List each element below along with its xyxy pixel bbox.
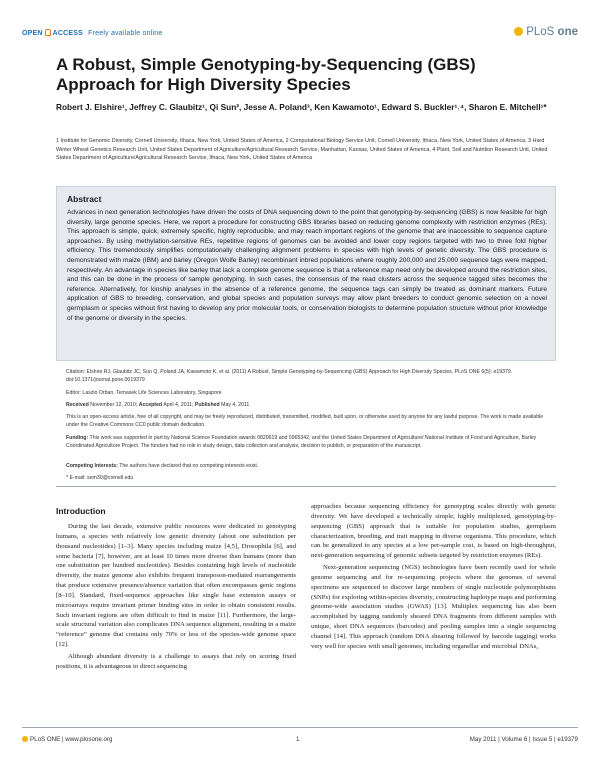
intro-left-column — [56, 522, 296, 674]
meta-divider — [56, 486, 556, 487]
license-text: This is an open-access article, free of all copyright, and may be freely reproduced, distributed, transmitted, modified, built upon, or otherwise used by anyone for any lawful purpose. The work is made available under the Creative Commons CC0 public domain dedication. — [66, 414, 544, 428]
contact-email: * E-mail: sem30@cornell.edu — [66, 475, 134, 481]
competing-interests — [66, 463, 556, 471]
footer-journal-text: PLoS ONE | www.plosone.org — [30, 736, 113, 743]
competing-text: The authors have declared that no competing interests exist. — [119, 463, 259, 469]
footer-journal — [22, 736, 112, 743]
published-label: Published — [194, 402, 220, 408]
open-access-badge — [22, 29, 162, 37]
footer-issue: May 2011 | Volume 6 | Issue 5 | e19379 — [469, 736, 578, 743]
abstract-text: Advances in next generation technologies have driven the costs of DNA sequencing down to the point that genotyping-by-sequencing (GBS) is now feasible for high diversity, large genome species. Here, we report a procedure for constructing GBS libraries based on reducing genome complexity with restriction enzymes (REs). This approach is simple, quick, extremely specific, highly reproducible, and may reach important regions of the genome that are inaccessible to sequence capture approaches. By using methylation-sensitive REs, repetitive regions of genomes can be avoided and lower copy regions targeted with two to three fold higher efficiency. This tremendously simplifies computationally challenging alignment problems in species with high levels of genetic diversity. The GBS procedure is demonstrated with maize (IBM) and barley (Oregon Wolfe Barley) recombinant inbred populations where roughly 200,000 and 25,000 sequence tags were mapped, respectively. An advantage in species like barley that lack a complete genome sequence is that a reference map need only be developed around the restriction sites, and this can be done in the process of sample genotyping. In such cases, the consensus of the read clusters across the sequence tagged sites becomes the reference. Alternatively, for kinship analyses in the absence of a reference genome, the sequence tags can simply be treated as dominant markers. Future application of GBS to breeding, conservation, and global species and population surveys may allow plant breeders to conduct genomic selection on a novel germplasm or species without first having to develop any prior molecular tools, or conservation biologists to determine population structure without prior knowledge of the genome or diversity in the species. — [67, 209, 547, 322]
intro-paragraph: During the last decade, extensive public resources were dedicated to genotyping humans, a species with relatively low genetic diversity (about one substitution per thousand nucleotides) [1–3]. Many species including maize [4,5], Drosophila [6], and some bacteria [7], however, are at least 10 times more diverse than humans (more than one substitution per hundred nucleotides). Besides containing high levels of nucleotide diversity, the maize genome also exhibits frequent transposon-mediated rearrangements that produce extensive presence/absence variation that often encompasses genic regions [8–10]. Standard, fixed-sequence approaches like single base extension assays or microarrays require invariant primer binding sites in order to obtain consistent results. Such invariant regions are often difficult to find in maize [11]. Furthermore, the large-scale structural variation also complicates DNA sequence alignment, resulting in a maize “reference” genome that contains only 70% or less of the species-wide genome space [12]. — [56, 523, 296, 649]
journal-one: one — [557, 26, 578, 38]
plos-logo-icon — [514, 27, 523, 36]
received-label: Received — [66, 402, 89, 408]
funding-text: This work was supported in part by National Science Foundation awards 0820619 and 0965342, and the United States Department of Agriculture/ National Institute of Food and Agriculture, Barley Coordinated Agriculture Project. The funders had no role in study design, data collection and analysis, decision to publish, or preparation of the manuscript. — [66, 435, 537, 449]
article-title: A Robust, Simple Genotyping-by-Sequencing (GBS) Approach for High Diversity Species — [56, 55, 476, 94]
competing-label: Competing Interests: — [66, 463, 118, 469]
introduction-heading: Introduction — [56, 506, 106, 516]
published-date: May 4, 2011 — [221, 402, 250, 408]
freely-available-text: Freely available online — [88, 30, 163, 37]
open-word: OPEN — [22, 30, 43, 37]
editor: Editor: Laszlo Orban, Temasek Life Sciences Laboratory, Singapore — [66, 390, 222, 396]
funding-label: Funding: — [66, 435, 89, 441]
page-number: 1 — [296, 736, 300, 743]
intro-paragraph: Next-generation sequencing (NGS) technologies have been recently used for whole genome sequencing and for re-sequencing projects where the genomes of several specimens are sequenced to discover large numbers of single nucleotide polymorphisms (SNPs) for exploring within-species diversity, constructing haplotype maps and performing genome-wide association studies (GWAS) [13]. Multiplex sequencing has also been accomplished by tagging randomly sheared DNA fragments from different samples with unique, short DNA sequences (barcodes) and pooling samples into a single sequencing channel [14]. This approach (random DNA shearing followed by barcode tagging) works very well for species with small genomes, including organellar and microbial DNAs, — [311, 564, 556, 650]
author-list: Robert J. Elshire¹, Jeffrey C. Glaubitz¹, Qi Sun², Jesse A. Poland³, Ken Kawamoto¹, Edward S. Buckler¹˒⁴, Sharon E. Mitchell¹* — [56, 102, 547, 112]
accepted-label: Accepted — [138, 402, 163, 408]
footer-divider — [22, 727, 578, 728]
dates-line — [66, 402, 556, 410]
intro-right-column — [311, 502, 556, 654]
open-lock-icon — [45, 29, 51, 36]
plos-footer-icon — [22, 736, 28, 742]
funding-statement — [66, 435, 556, 450]
intro-paragraph: approaches because sequencing efficiency for genotyping scales directly with genetic diversity. We have developed a technically simple, highly multiplexed, genotyping-by-sequencing (GBS) approach that is suitable for population studies, germplasm characterization, breeding, and trait mapping in diverse organisms. This procedure, which can be generalized to any species at a low per-sample cost, is based on high-throughput, next-generation sequencing of genomic subsets targeted by restriction enzymes (REs). — [311, 503, 556, 560]
affiliations: 1 Institute for Genomic Diversity, Cornell University, Ithaca, New York, United States of America, 2 Computational Biology Service Unit, Cornell University, Ithaca, New York, United States of America, 3 Hard Winter Wheat Genetics Research Unit, United States Department of Agriculture/Agricultural Research Service, Manhattan, Kansas, United States of America, 4 Plant, Soil and Nutrition Research Unit, United States Department of Agriculture/Agricultural Research Service, Ithaca, New York, United States of America — [56, 138, 548, 162]
abstract-box — [56, 186, 556, 361]
accepted-date: April 4, 2011; — [163, 402, 194, 408]
citation: Citation: Elshire RJ, Glaubitz JC, Sun Q, Poland JA, Kawamoto K, et al. (2011) A Robust, Simple Genotyping-by-Sequencing (GBS) Approach for High Diversity Species. PLoS ONE 6(5): e19379. doi:10.1371/journal.pone.0019379 — [66, 369, 513, 383]
journal-logo — [514, 26, 578, 38]
access-word: ACCESS — [52, 30, 84, 37]
abstract-heading: Abstract — [67, 194, 102, 204]
journal-plos: PLoS — [526, 26, 555, 38]
top-banner — [22, 26, 578, 42]
received-date: November 12, 2010; — [90, 402, 138, 408]
intro-paragraph: Although abundant diversity is a challenge to assays that rely on scoring fixed positions, it is advantageous to direct sequencing — [56, 652, 296, 670]
